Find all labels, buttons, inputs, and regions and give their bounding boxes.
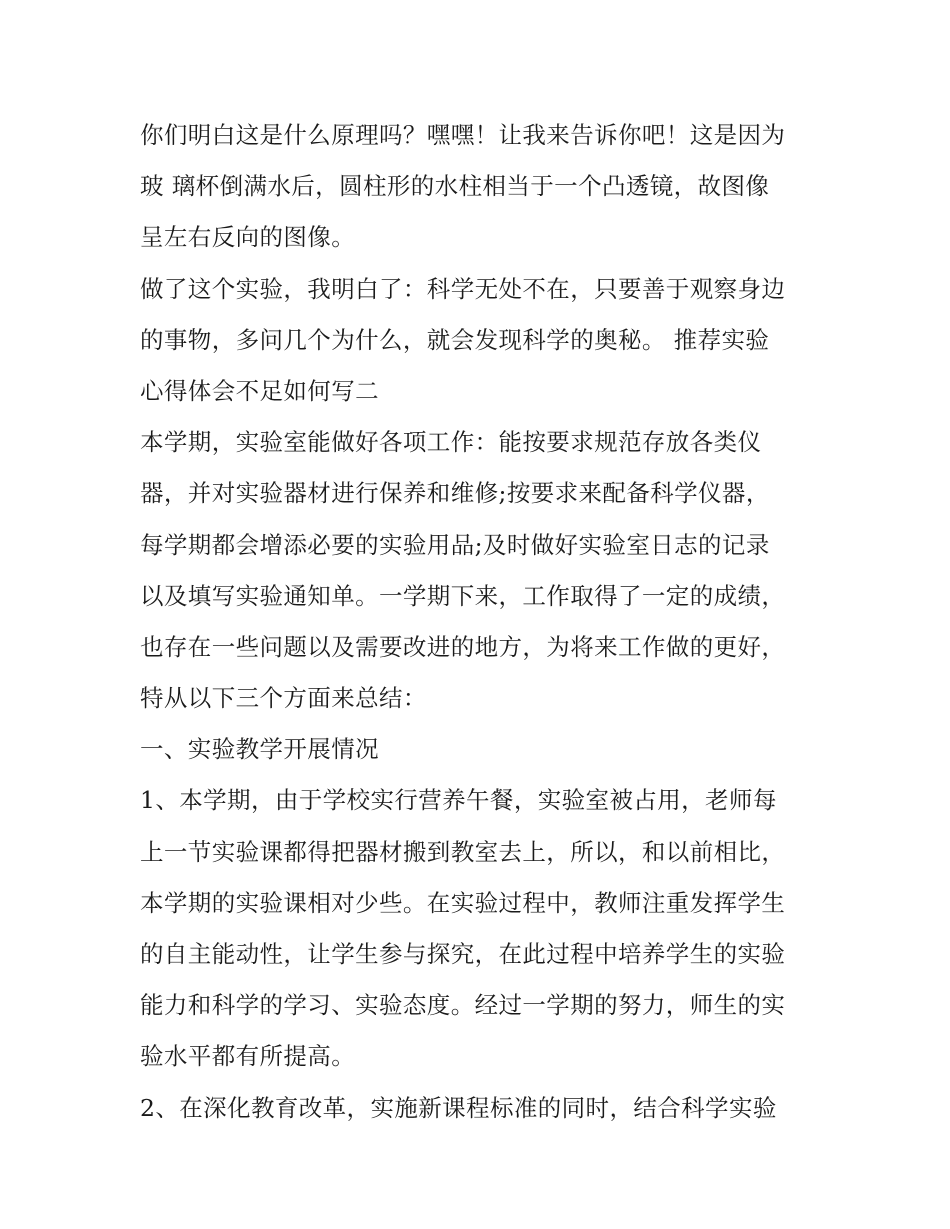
text-line: 器，并对实验器材进行保养和维修;按要求来配备科学仪器， [140, 479, 770, 508]
text-line: 的自主能动性，让学生参与探究，在此过程中培养学生的实验 [140, 940, 786, 968]
text-line: 1、本学期，由于学校实行营养午餐，实验室被占用，老师每 [140, 786, 777, 815]
text-line: 2、在深化教育改革，实施新课程标准的同时，结合科学实验 [140, 1093, 777, 1122]
text-line: 上一节实验课都得把器材搬到教室去上，所以，和以前相比， [140, 837, 786, 866]
text-line: 能力和科学的学习、实验态度。经过一学期的努力，师生的实 [140, 991, 786, 1020]
text-line: 特从以下三个方面来总结： [140, 684, 427, 713]
document-body [140, 110, 820, 1134]
section-title: 心得体会不足如何写二 [140, 376, 379, 405]
text-line: 以及填写实验通知单。一学期下来，工作取得了一定的成绩， [140, 581, 786, 610]
text-line: 你们明白这是什么原理吗？嘿嘿！让我来告诉你吧！这是因为 [140, 121, 786, 149]
section-heading: 一、实验教学开展情况 [140, 735, 379, 764]
text-line: 也存在一些问题以及需要改进的地方，为将来工作做的更好， [140, 632, 786, 661]
text-line: 的事物，多问几个为什么，就会发现科学的奥秘。 推荐实验 [140, 325, 770, 354]
text-line: 本学期，实验室能做好各项工作：能按要求规范存放各类仪 [140, 428, 762, 457]
text-line: 每学期都会增添必要的实验用品;及时做好实验室日志的记录 [140, 530, 770, 559]
text-line: 做了这个实验，我明白了：科学无处不在，只要善于观察身边 [140, 274, 786, 303]
text-line: 本学期的实验课相对少些。在实验过程中，教师注重发挥学生 [140, 888, 786, 917]
text-line: 呈左右反向的图像。 [140, 223, 356, 252]
text-line: 玻 璃杯倒满水后，圆柱形的水柱相当于一个凸透镜，故图像 [140, 172, 770, 201]
text-line: 验水平都有所提高。 [140, 1042, 356, 1071]
